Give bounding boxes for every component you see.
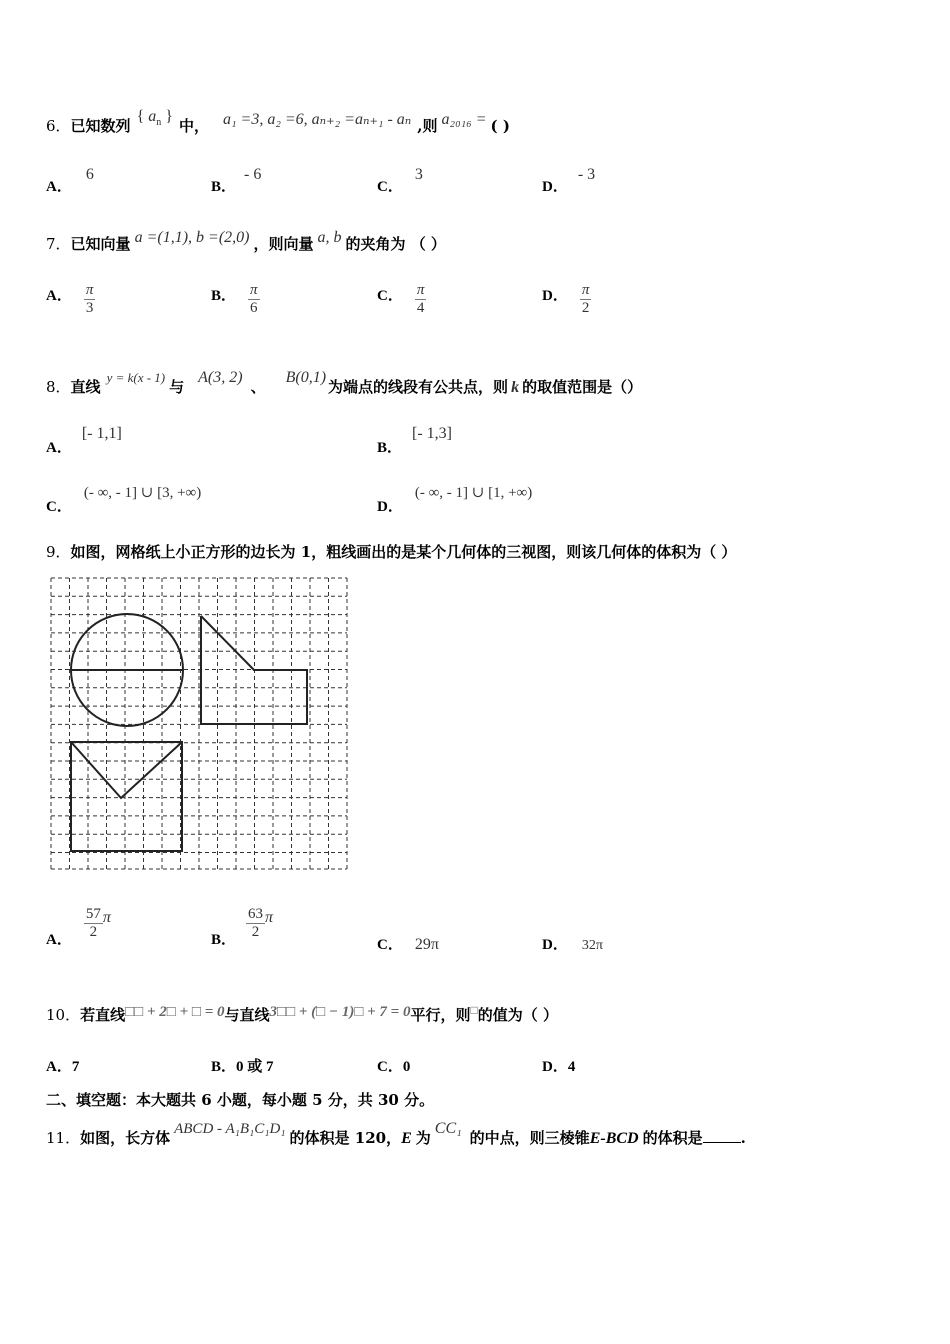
option-label: A． <box>46 440 72 456</box>
q9-option-a <box>46 906 111 948</box>
answer-blank[interactable] <box>703 1130 741 1143</box>
q6-option-b <box>211 163 262 195</box>
q9-option-b <box>211 906 274 948</box>
q7-vars: a, b <box>317 229 342 246</box>
pi-symbol: π <box>102 909 111 926</box>
option-label: C． <box>46 499 72 515</box>
option-label: A． <box>46 1059 72 1075</box>
q7-stem <box>46 229 446 254</box>
option-value: (- ∞, - 1] ∪ [3, +∞) <box>83 485 202 501</box>
option-label: B． <box>377 440 403 456</box>
q7-number: 7． <box>46 235 71 253</box>
option-label: D． <box>542 288 568 304</box>
option-label: C． <box>377 937 403 953</box>
q10-line-2: 3□□ + (□ − 1)□ + 7 = 0 <box>269 1004 411 1020</box>
q8-stem <box>46 369 643 397</box>
q8-number: 8． <box>46 378 71 396</box>
q6-text-1: 已知数列 <box>70 117 131 135</box>
q11-pyramid: E-BCD <box>589 1130 639 1147</box>
option-value: 0 或 7 <box>236 1059 274 1075</box>
q9-number: 9． <box>46 543 71 561</box>
q11-text-1: 如图，长方体 <box>80 1129 171 1147</box>
q7-expression: a =(1,1), b =(2,0) <box>134 229 250 246</box>
q11-text-2: 的体积是 120， <box>289 1129 402 1147</box>
q6-text-4: ( ) <box>490 117 510 135</box>
option-value: 4 <box>567 1059 576 1075</box>
q8-text-1: 直线 <box>70 378 101 396</box>
q11-text-6: . <box>740 1129 746 1147</box>
option-value: 3 <box>414 166 423 183</box>
q10-option-b <box>211 1055 274 1076</box>
q10-text-1: 若直线 <box>80 1006 126 1024</box>
q6-option-d <box>542 163 596 195</box>
option-value: (- ∞, - 1] ∪ [1, +∞) <box>414 485 533 501</box>
q8-point-a: A(3, 2) <box>198 369 243 386</box>
option-label: C． <box>377 288 403 304</box>
option-label: A． <box>46 288 72 304</box>
q11-edge: CC₁ <box>434 1120 462 1137</box>
option-value: 6 <box>85 166 94 183</box>
q6-number: 6． <box>46 117 71 135</box>
q8-text-5: 的取值范围是（） <box>522 378 643 396</box>
q6-option-c <box>377 163 423 195</box>
option-label: C． <box>377 1059 403 1075</box>
q10-stem <box>46 1004 558 1025</box>
option-label: D． <box>542 937 568 953</box>
option-value: 29π <box>414 936 439 953</box>
q8-option-a <box>46 422 122 456</box>
option-label: D． <box>542 179 568 195</box>
q10-text-4: 的值为（ ） <box>477 1006 558 1024</box>
q8-option-c <box>46 481 202 515</box>
q10-text-2: 与直线 <box>224 1006 270 1024</box>
option-label: B． <box>211 932 237 948</box>
fraction: $\frac{\pi}{2}$ <box>581 282 590 316</box>
q11-solid: ABCD - A₁B₁C₁D₁ <box>174 1121 286 1137</box>
q10-option-c <box>377 1055 410 1076</box>
option-value: - 6 <box>244 166 262 183</box>
option-value: 7 <box>71 1059 80 1075</box>
q7-option-a <box>46 282 95 317</box>
q10-option-d <box>542 1055 575 1076</box>
q10-option-a <box>46 1055 79 1076</box>
option-value: 32π <box>581 938 603 953</box>
option-label: B． <box>211 288 237 304</box>
q6-expression: a₁ =3, a₂ =6, aₙ₊₂ =aₙ₊₁ - aₙ <box>222 111 412 128</box>
option-label: B． <box>211 179 237 195</box>
q11-text-5: 的体积是 <box>642 1129 703 1147</box>
q6-text-3: ,则 <box>417 117 438 135</box>
q8-text-2: 与 <box>169 378 185 396</box>
q10-line-1: □□ + 2□ + □ = 0 <box>125 1004 225 1020</box>
q7-option-b <box>211 282 260 317</box>
q6-text-2: 中， <box>178 117 209 135</box>
q8-point-b: B(0,1) <box>285 369 327 386</box>
q11-text-4: 的中点，则三棱锥 <box>469 1129 590 1147</box>
option-value: [- 1,1] <box>81 425 122 442</box>
option-label: A． <box>46 179 72 195</box>
q8-option-d <box>377 481 533 515</box>
q8-k: k <box>511 379 520 396</box>
q10-variable: □ <box>470 1003 478 1017</box>
q6-target: a₂₀₁₆ = <box>441 111 487 128</box>
q11-point-e: E <box>401 1130 412 1147</box>
q9-option-d <box>542 933 603 954</box>
option-label: B． <box>211 1059 237 1075</box>
three-view-figure <box>49 576 349 872</box>
q7-text-3: 的夹角为 （ ） <box>345 235 446 253</box>
fraction: $\frac{\pi}{4}$ <box>416 282 425 316</box>
q9-option-c <box>377 933 439 954</box>
q6-seq: { $a_n$ } <box>136 108 173 129</box>
option-label: A． <box>46 932 72 948</box>
q7-text-1: 已知向量 <box>70 235 131 253</box>
q6-stem <box>46 108 510 138</box>
fraction: $\frac{63}{2}$ <box>248 906 264 940</box>
section-title: 二、填空题：本大题共 6 小题，每小题 5 分，共 30 分。 <box>46 1091 435 1109</box>
fraction: $\frac{\pi}{6}$ <box>250 282 258 316</box>
q8-option-b <box>377 422 452 456</box>
q11-text-3: 为 <box>415 1129 431 1147</box>
option-label: D． <box>377 499 403 515</box>
option-value: - 3 <box>577 166 596 183</box>
q10-number: 10． <box>46 1006 81 1024</box>
q7-option-c <box>377 282 426 317</box>
q8-text-4: 为端点的线段有公共点，则 <box>328 378 509 396</box>
fraction: $\frac{\pi}{3}$ <box>85 282 94 316</box>
q9-stem <box>46 541 736 562</box>
option-value: 0 <box>402 1059 411 1075</box>
q10-text-3: 平行，则 <box>410 1006 471 1024</box>
q7-text-2: ，则向量 <box>253 235 314 253</box>
q11-number: 11． <box>46 1129 81 1147</box>
option-value: [- 1,3] <box>412 425 452 442</box>
option-label: D． <box>542 1059 568 1075</box>
q6-option-a <box>46 163 94 195</box>
q7-option-d <box>542 282 591 317</box>
option-label: C． <box>377 179 403 195</box>
q8-text-3: 、 <box>250 378 266 396</box>
q11-stem <box>46 1120 746 1148</box>
q9-text: 如图，网格纸上小正方形的边长为 1，粗线画出的是某个几何体的三视图，则该几何体的体积为（ ） <box>70 543 737 561</box>
fraction: $\frac{57}{2}$ <box>85 906 101 940</box>
pi-symbol: π <box>265 909 274 926</box>
q8-line-equation: y = k(x - 1) <box>106 370 166 385</box>
